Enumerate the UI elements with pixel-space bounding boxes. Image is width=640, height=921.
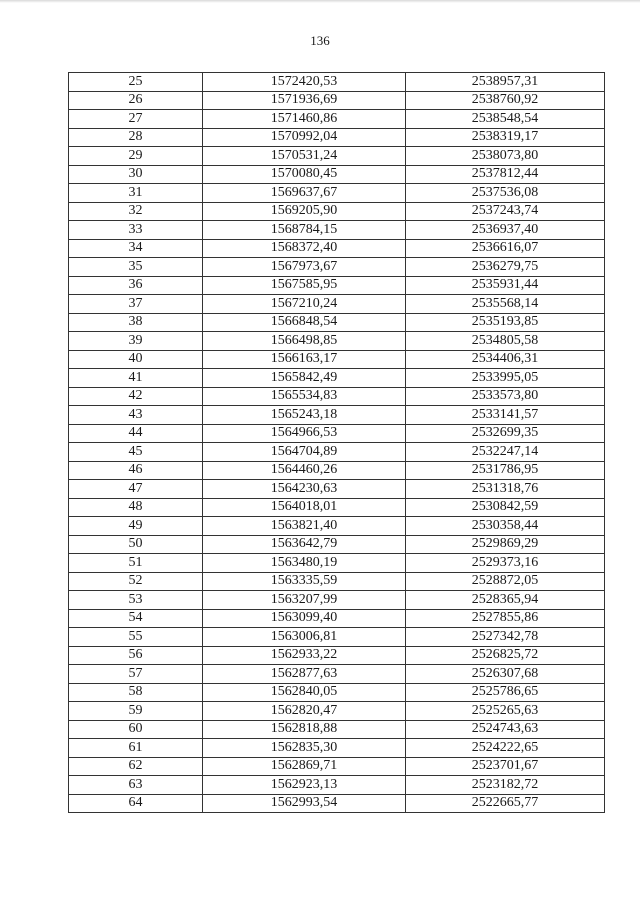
x-coordinate-cell: 1563006,81 (203, 628, 406, 647)
y-coordinate-cell: 2533141,57 (406, 406, 605, 425)
table-row (69, 480, 605, 499)
x-coordinate-cell: 1570992,04 (203, 128, 406, 147)
x-coordinate-cell: 1571460,86 (203, 110, 406, 129)
point-number-cell: 54 (69, 609, 203, 628)
point-number-cell: 51 (69, 554, 203, 573)
x-coordinate-cell: 1563821,40 (203, 517, 406, 536)
x-coordinate-cell: 1569637,67 (203, 184, 406, 203)
point-number-cell: 43 (69, 406, 203, 425)
table-row (69, 110, 605, 129)
point-number-cell: 27 (69, 110, 203, 129)
table-row (69, 91, 605, 110)
x-coordinate-cell: 1562840,05 (203, 683, 406, 702)
page-number: 136 (310, 33, 330, 48)
table-row (69, 239, 605, 258)
x-coordinate-cell: 1566163,17 (203, 350, 406, 369)
x-coordinate-cell: 1562869,71 (203, 757, 406, 776)
table-row (69, 591, 605, 610)
point-number-cell: 33 (69, 221, 203, 240)
coordinates-table (68, 72, 605, 813)
table-row (69, 609, 605, 628)
y-coordinate-cell: 2526307,68 (406, 665, 605, 684)
x-coordinate-cell: 1563099,40 (203, 609, 406, 628)
y-coordinate-cell: 2523182,72 (406, 776, 605, 795)
point-number-cell: 59 (69, 702, 203, 721)
y-coordinate-cell: 2523701,67 (406, 757, 605, 776)
x-coordinate-cell: 1564704,89 (203, 443, 406, 462)
table-row (69, 369, 605, 388)
x-coordinate-cell: 1565534,83 (203, 387, 406, 406)
x-coordinate-cell: 1563335,59 (203, 572, 406, 591)
x-coordinate-cell: 1562820,47 (203, 702, 406, 721)
point-number-cell: 50 (69, 535, 203, 554)
y-coordinate-cell: 2536279,75 (406, 258, 605, 277)
y-coordinate-cell: 2538957,31 (406, 73, 605, 92)
table-row (69, 258, 605, 277)
x-coordinate-cell: 1565243,18 (203, 406, 406, 425)
y-coordinate-cell: 2537243,74 (406, 202, 605, 221)
table-row (69, 720, 605, 739)
coordinates-table-body (69, 73, 605, 813)
table-row (69, 739, 605, 758)
point-number-cell: 64 (69, 794, 203, 813)
table-row (69, 184, 605, 203)
y-coordinate-cell: 2527342,78 (406, 628, 605, 647)
point-number-cell: 37 (69, 295, 203, 314)
point-number-cell: 40 (69, 350, 203, 369)
point-number-cell: 25 (69, 73, 203, 92)
point-number-cell: 61 (69, 739, 203, 758)
point-number-cell: 45 (69, 443, 203, 462)
x-coordinate-cell: 1562993,54 (203, 794, 406, 813)
y-coordinate-cell: 2538073,80 (406, 147, 605, 166)
table-row (69, 628, 605, 647)
y-coordinate-cell: 2531786,95 (406, 461, 605, 480)
table-row (69, 776, 605, 795)
table-row (69, 498, 605, 517)
y-coordinate-cell: 2538760,92 (406, 91, 605, 110)
table-row (69, 443, 605, 462)
x-coordinate-cell: 1566498,85 (203, 332, 406, 351)
table-row (69, 313, 605, 332)
x-coordinate-cell: 1562877,63 (203, 665, 406, 684)
point-number-cell: 44 (69, 424, 203, 443)
y-coordinate-cell: 2537536,08 (406, 184, 605, 203)
point-number-cell: 34 (69, 239, 203, 258)
x-coordinate-cell: 1562933,22 (203, 646, 406, 665)
table-row (69, 387, 605, 406)
x-coordinate-cell: 1563480,19 (203, 554, 406, 573)
point-number-cell: 49 (69, 517, 203, 536)
x-coordinate-cell: 1563642,79 (203, 535, 406, 554)
point-number-cell: 26 (69, 91, 203, 110)
point-number-cell: 35 (69, 258, 203, 277)
table-row (69, 406, 605, 425)
table-row (69, 350, 605, 369)
point-number-cell: 42 (69, 387, 203, 406)
x-coordinate-cell: 1564018,01 (203, 498, 406, 517)
point-number-cell: 36 (69, 276, 203, 295)
y-coordinate-cell: 2532699,35 (406, 424, 605, 443)
table-row (69, 276, 605, 295)
y-coordinate-cell: 2532247,14 (406, 443, 605, 462)
x-coordinate-cell: 1562835,30 (203, 739, 406, 758)
point-number-cell: 32 (69, 202, 203, 221)
table-row (69, 128, 605, 147)
x-coordinate-cell: 1570531,24 (203, 147, 406, 166)
y-coordinate-cell: 2527855,86 (406, 609, 605, 628)
y-coordinate-cell: 2528365,94 (406, 591, 605, 610)
y-coordinate-cell: 2529373,16 (406, 554, 605, 573)
scan-top-edge (0, 0, 640, 3)
y-coordinate-cell: 2535568,14 (406, 295, 605, 314)
y-coordinate-cell: 2536616,07 (406, 239, 605, 258)
y-coordinate-cell: 2533573,80 (406, 387, 605, 406)
table-row (69, 332, 605, 351)
table-row (69, 295, 605, 314)
table-row (69, 683, 605, 702)
x-coordinate-cell: 1572420,53 (203, 73, 406, 92)
y-coordinate-cell: 2528872,05 (406, 572, 605, 591)
x-coordinate-cell: 1564230,63 (203, 480, 406, 499)
x-coordinate-cell: 1571936,69 (203, 91, 406, 110)
table-row (69, 646, 605, 665)
table-row (69, 665, 605, 684)
x-coordinate-cell: 1564460,26 (203, 461, 406, 480)
y-coordinate-cell: 2534406,31 (406, 350, 605, 369)
point-number-cell: 29 (69, 147, 203, 166)
y-coordinate-cell: 2536937,40 (406, 221, 605, 240)
x-coordinate-cell: 1567973,67 (203, 258, 406, 277)
y-coordinate-cell: 2525265,63 (406, 702, 605, 721)
y-coordinate-cell: 2538319,17 (406, 128, 605, 147)
y-coordinate-cell: 2524222,65 (406, 739, 605, 758)
point-number-cell: 55 (69, 628, 203, 647)
table-row (69, 757, 605, 776)
x-coordinate-cell: 1568784,15 (203, 221, 406, 240)
point-number-cell: 62 (69, 757, 203, 776)
point-number-cell: 60 (69, 720, 203, 739)
table-row (69, 73, 605, 92)
y-coordinate-cell: 2534805,58 (406, 332, 605, 351)
y-coordinate-cell: 2533995,05 (406, 369, 605, 388)
point-number-cell: 31 (69, 184, 203, 203)
x-coordinate-cell: 1566848,54 (203, 313, 406, 332)
point-number-cell: 30 (69, 165, 203, 184)
y-coordinate-cell: 2526825,72 (406, 646, 605, 665)
point-number-cell: 58 (69, 683, 203, 702)
x-coordinate-cell: 1565842,49 (203, 369, 406, 388)
x-coordinate-cell: 1562818,88 (203, 720, 406, 739)
point-number-cell: 53 (69, 591, 203, 610)
table-row (69, 461, 605, 480)
point-number-cell: 39 (69, 332, 203, 351)
x-coordinate-cell: 1570080,45 (203, 165, 406, 184)
y-coordinate-cell: 2535193,85 (406, 313, 605, 332)
x-coordinate-cell: 1564966,53 (203, 424, 406, 443)
table-row (69, 702, 605, 721)
table-row (69, 202, 605, 221)
y-coordinate-cell: 2524743,63 (406, 720, 605, 739)
table-row (69, 554, 605, 573)
x-coordinate-cell: 1567210,24 (203, 295, 406, 314)
y-coordinate-cell: 2531318,76 (406, 480, 605, 499)
y-coordinate-cell: 2538548,54 (406, 110, 605, 129)
y-coordinate-cell: 2530842,59 (406, 498, 605, 517)
point-number-cell: 38 (69, 313, 203, 332)
x-coordinate-cell: 1567585,95 (203, 276, 406, 295)
table-row (69, 517, 605, 536)
point-number-cell: 47 (69, 480, 203, 499)
x-coordinate-cell: 1569205,90 (203, 202, 406, 221)
y-coordinate-cell: 2522665,77 (406, 794, 605, 813)
point-number-cell: 28 (69, 128, 203, 147)
table-row (69, 424, 605, 443)
point-number-cell: 56 (69, 646, 203, 665)
point-number-cell: 57 (69, 665, 203, 684)
table-row (69, 794, 605, 813)
table-row (69, 535, 605, 554)
y-coordinate-cell: 2525786,65 (406, 683, 605, 702)
x-coordinate-cell: 1562923,13 (203, 776, 406, 795)
x-coordinate-cell: 1568372,40 (203, 239, 406, 258)
table-row (69, 572, 605, 591)
y-coordinate-cell: 2530358,44 (406, 517, 605, 536)
table-row (69, 147, 605, 166)
table-row (69, 221, 605, 240)
y-coordinate-cell: 2529869,29 (406, 535, 605, 554)
x-coordinate-cell: 1563207,99 (203, 591, 406, 610)
point-number-cell: 63 (69, 776, 203, 795)
point-number-cell: 52 (69, 572, 203, 591)
y-coordinate-cell: 2537812,44 (406, 165, 605, 184)
point-number-cell: 46 (69, 461, 203, 480)
point-number-cell: 48 (69, 498, 203, 517)
y-coordinate-cell: 2535931,44 (406, 276, 605, 295)
table-row (69, 165, 605, 184)
point-number-cell: 41 (69, 369, 203, 388)
